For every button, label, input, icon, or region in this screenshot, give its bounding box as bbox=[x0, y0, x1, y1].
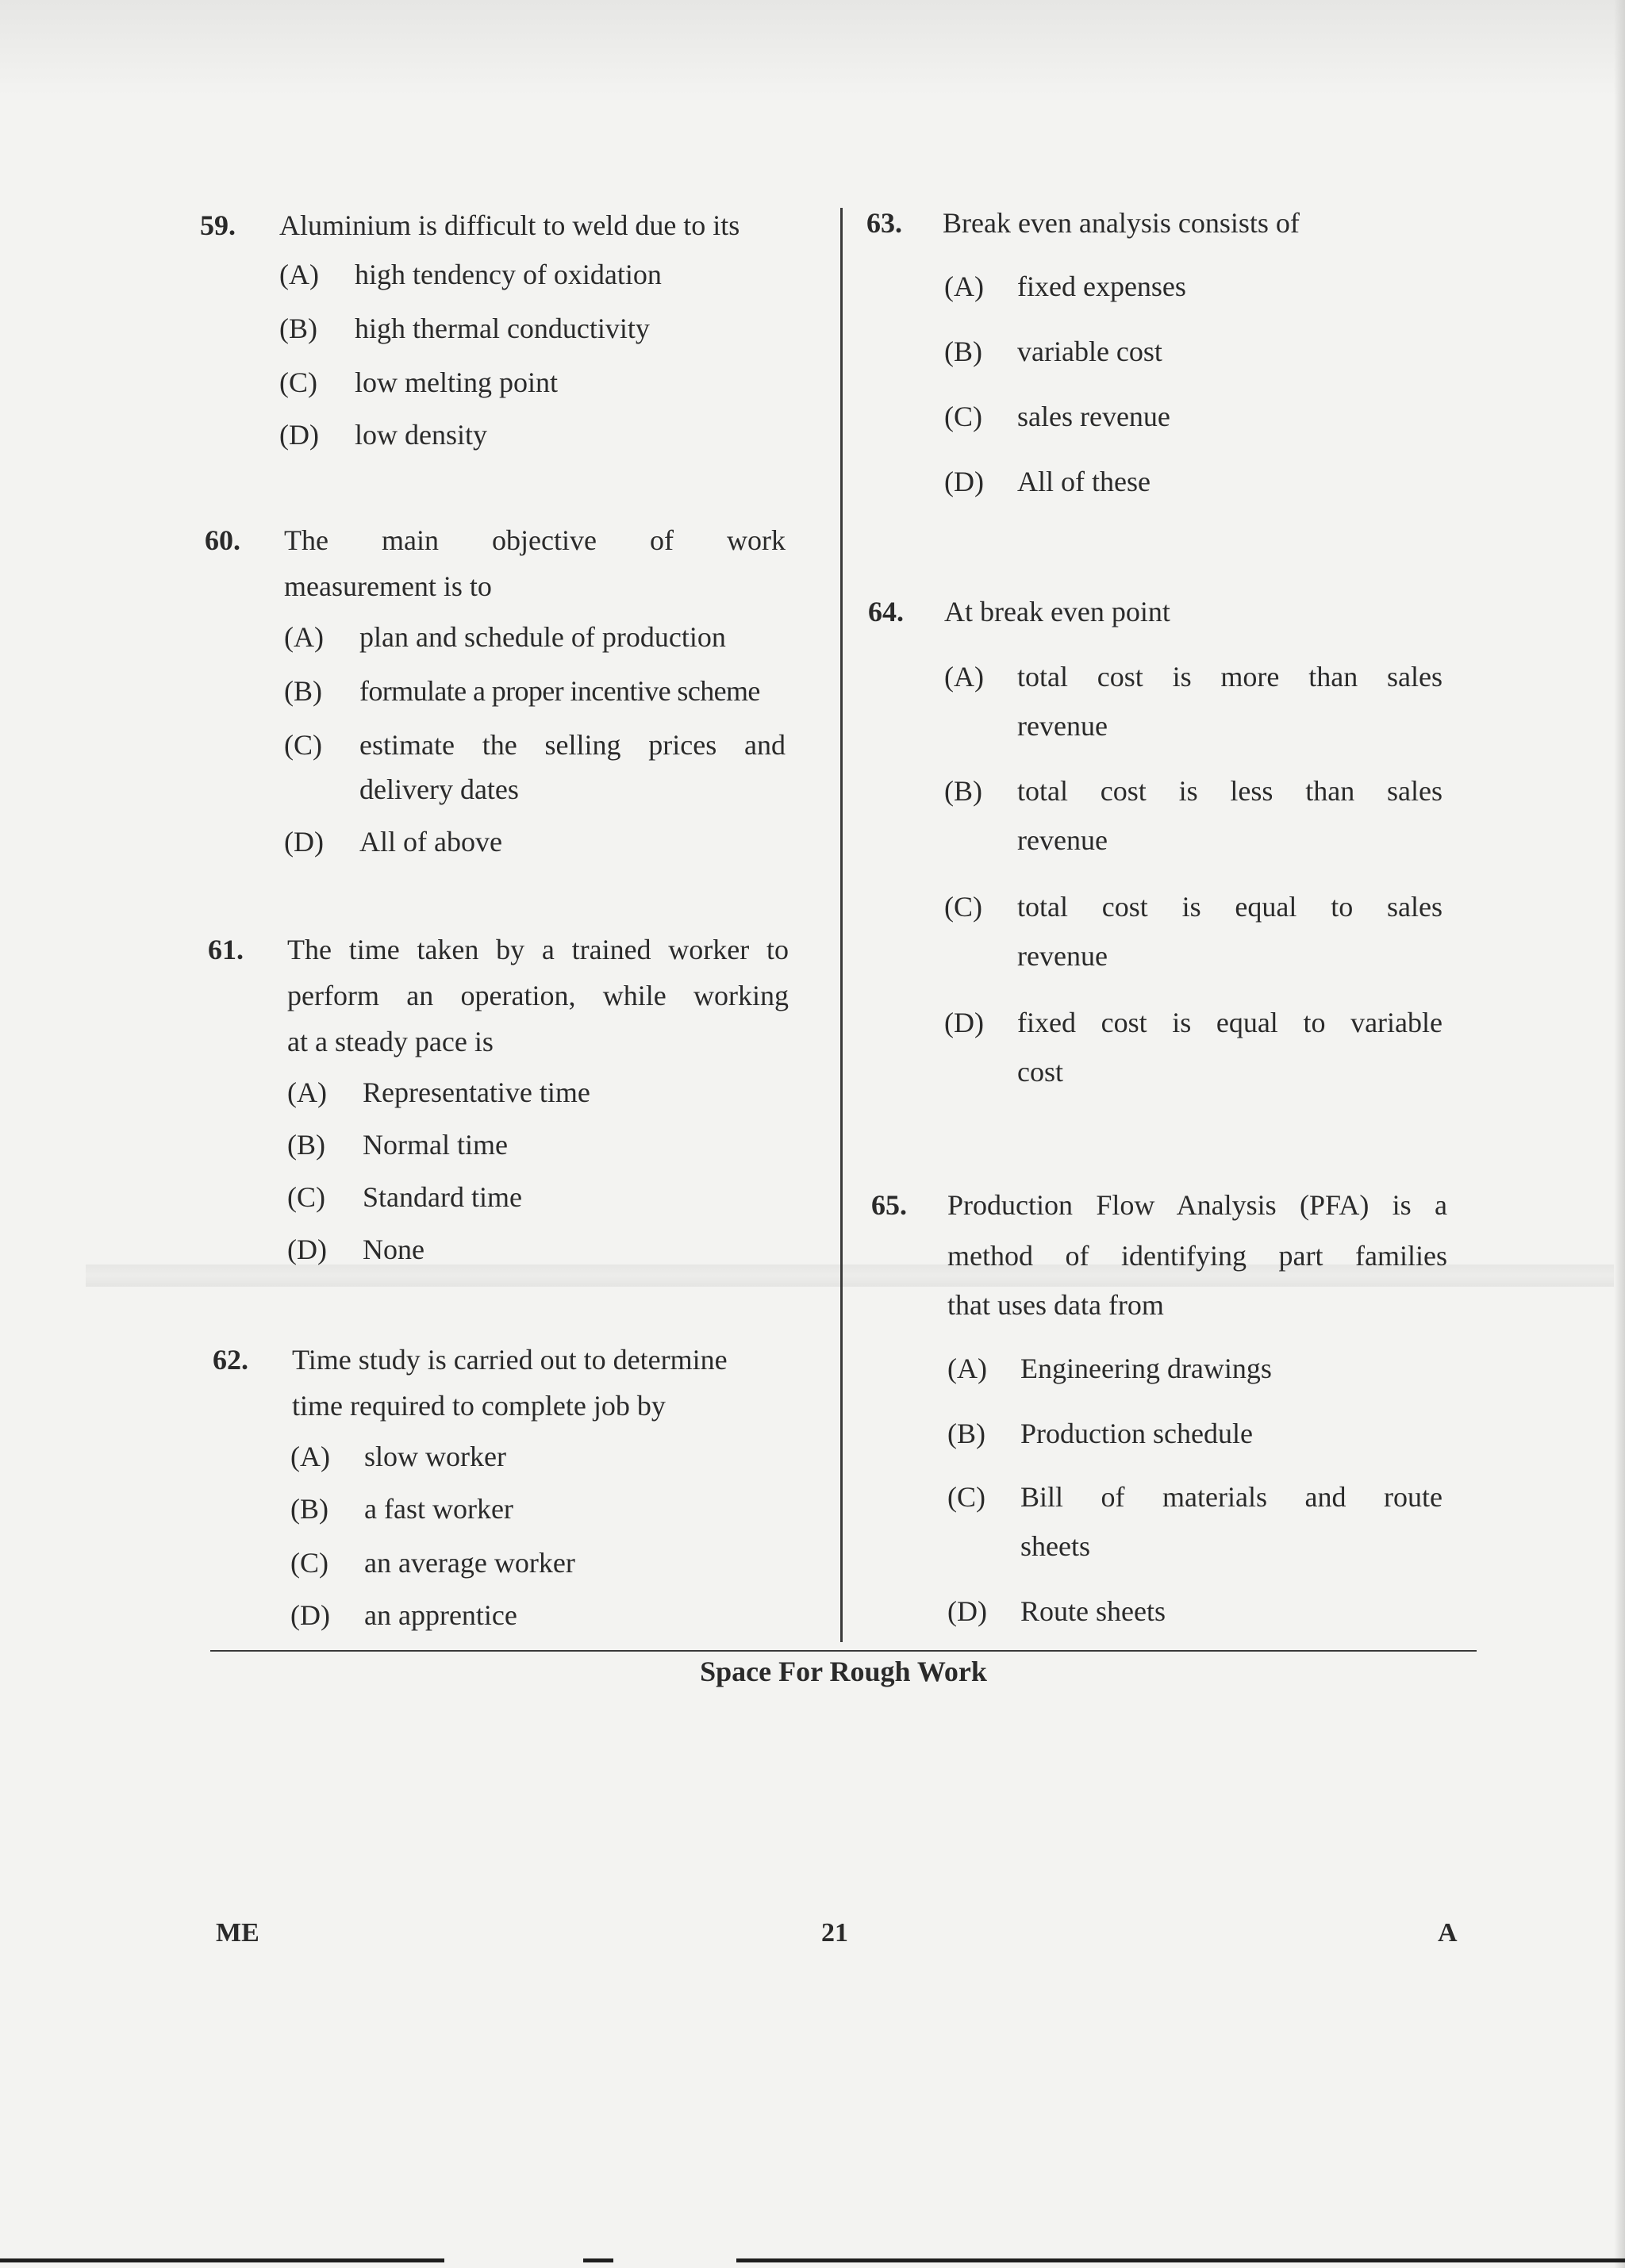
question-number: 61. bbox=[208, 934, 244, 965]
option-text: sales revenue bbox=[1017, 401, 1170, 432]
question-text: At break even point bbox=[944, 596, 1170, 627]
option-text: Standard time bbox=[363, 1181, 522, 1213]
rough-work-heading: Space For Rough Work bbox=[700, 1656, 987, 1687]
rough-work-divider bbox=[210, 1650, 1477, 1652]
option-label: (C) bbox=[947, 1481, 985, 1513]
option-text: a fast worker bbox=[364, 1493, 513, 1525]
option-text-line: cost bbox=[1017, 1056, 1063, 1088]
option-label: (B) bbox=[947, 1418, 985, 1449]
question-text-line: time required to complete job by bbox=[292, 1390, 666, 1422]
option-text: All of these bbox=[1017, 466, 1151, 497]
question-number: 62. bbox=[213, 1344, 248, 1376]
option-text-line: Bill of materials and route bbox=[1020, 1481, 1443, 1513]
option-text: Route sheets bbox=[1020, 1595, 1166, 1627]
option-text: formulate a proper incentive scheme bbox=[359, 675, 760, 707]
option-text: Normal time bbox=[363, 1129, 508, 1161]
question-number: 64. bbox=[868, 596, 904, 627]
option-text: high thermal conductivity bbox=[355, 313, 650, 344]
option-label: (A) bbox=[947, 1353, 987, 1384]
question-number: 59. bbox=[200, 209, 236, 241]
option-text: All of above bbox=[359, 826, 502, 858]
bottom-edge-line bbox=[0, 2258, 444, 2262]
option-text-line: revenue bbox=[1017, 824, 1108, 856]
option-label: (A) bbox=[287, 1076, 327, 1108]
question-number: 63. bbox=[866, 207, 902, 239]
option-label: (A) bbox=[284, 621, 324, 653]
option-text: fixed expenses bbox=[1017, 271, 1186, 302]
option-label: (C) bbox=[279, 366, 317, 398]
question-text-line: that uses data from bbox=[947, 1289, 1164, 1321]
question-text-line: at a steady pace is bbox=[287, 1026, 494, 1057]
option-text: plan and schedule of production bbox=[359, 621, 726, 653]
question-text: Aluminium is difficult to weld due to its bbox=[279, 209, 740, 241]
option-text: Engineering drawings bbox=[1020, 1353, 1272, 1384]
footer-page-number: 21 bbox=[821, 1918, 848, 1948]
option-label: (C) bbox=[290, 1547, 328, 1579]
question-text-line: The time taken by a trained worker to bbox=[287, 934, 789, 965]
question-text-line: perform an operation, while working bbox=[287, 980, 789, 1011]
bottom-edge-line bbox=[736, 2258, 1625, 2262]
question-number: 60. bbox=[205, 524, 240, 556]
option-text-line: total cost is less than sales bbox=[1017, 775, 1443, 807]
option-text: None bbox=[363, 1234, 424, 1265]
option-label: (B) bbox=[279, 313, 317, 344]
bottom-edge-mark bbox=[583, 2258, 613, 2262]
option-text: Production schedule bbox=[1020, 1418, 1253, 1449]
option-label: (B) bbox=[944, 775, 982, 807]
option-text: an average worker bbox=[364, 1547, 575, 1579]
option-label: (C) bbox=[944, 401, 982, 432]
question-number: 65. bbox=[871, 1189, 907, 1221]
option-label: (D) bbox=[287, 1234, 327, 1265]
option-text-line: total cost is more than sales bbox=[1017, 661, 1443, 693]
option-text-line: total cost is equal to sales bbox=[1017, 891, 1443, 923]
question-text-line: The main objective of work bbox=[284, 524, 786, 556]
option-label: (A) bbox=[944, 271, 984, 302]
option-label: (B) bbox=[287, 1129, 325, 1161]
option-label: (A) bbox=[279, 259, 319, 290]
option-label: (D) bbox=[290, 1599, 330, 1631]
option-label: (B) bbox=[944, 336, 982, 367]
option-text: variable cost bbox=[1017, 336, 1162, 367]
option-label: (B) bbox=[284, 675, 322, 707]
option-text: low density bbox=[355, 419, 487, 451]
option-text: low melting point bbox=[355, 366, 558, 398]
option-text-line: sheets bbox=[1020, 1530, 1090, 1562]
option-text: slow worker bbox=[364, 1441, 506, 1472]
question-text-line: method of identifying part families bbox=[947, 1240, 1447, 1272]
option-label: (D) bbox=[944, 1007, 984, 1038]
scan-shading-top bbox=[0, 0, 1625, 95]
option-text-line: estimate the selling prices and bbox=[359, 729, 786, 761]
scan-shading-right bbox=[1614, 0, 1625, 2268]
option-text: high tendency of oxidation bbox=[355, 259, 662, 290]
option-label: (B) bbox=[290, 1493, 328, 1525]
footer-subject-code: ME bbox=[216, 1918, 259, 1948]
option-label: (C) bbox=[944, 891, 982, 923]
option-label: (D) bbox=[284, 826, 324, 858]
question-text-line: Time study is carried out to determine bbox=[292, 1344, 728, 1376]
question-text: Break even analysis consists of bbox=[943, 207, 1300, 239]
option-text: Representative time bbox=[363, 1076, 590, 1108]
option-label: (D) bbox=[947, 1595, 987, 1627]
footer-series-code: A bbox=[1438, 1918, 1458, 1948]
option-label: (A) bbox=[944, 661, 984, 693]
option-text-line: revenue bbox=[1017, 710, 1108, 742]
option-text-line: delivery dates bbox=[359, 773, 519, 805]
option-label: (C) bbox=[284, 729, 322, 761]
option-label: (D) bbox=[944, 466, 984, 497]
option-label: (C) bbox=[287, 1181, 325, 1213]
question-text-line: measurement is to bbox=[284, 570, 492, 602]
column-divider bbox=[840, 208, 843, 1642]
option-label: (D) bbox=[279, 419, 319, 451]
question-text-line: Production Flow Analysis (PFA) is a bbox=[947, 1189, 1447, 1221]
option-text-line: fixed cost is equal to variable bbox=[1017, 1007, 1443, 1038]
option-text-line: revenue bbox=[1017, 940, 1108, 972]
option-text: an apprentice bbox=[364, 1599, 517, 1631]
option-label: (A) bbox=[290, 1441, 330, 1472]
